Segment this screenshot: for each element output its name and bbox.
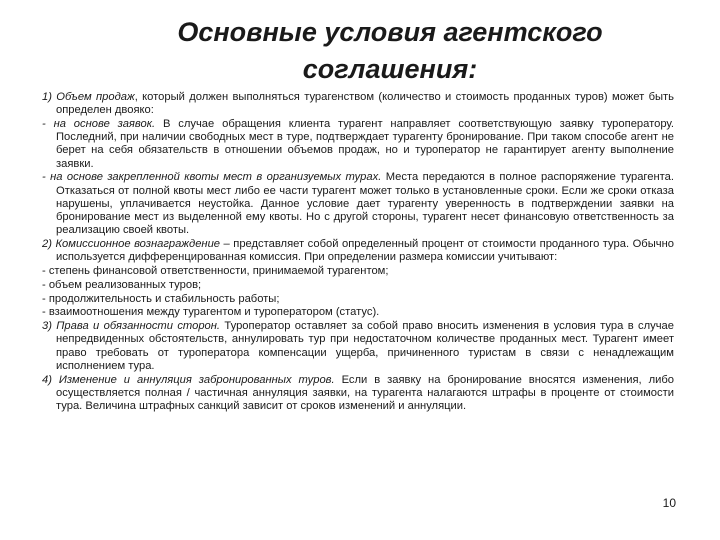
page-number: 10 xyxy=(662,496,676,510)
paragraph-text: - объем реализованных туров; xyxy=(42,278,202,291)
paragraph-requests xyxy=(42,118,674,171)
paragraph-text: В случае обращения клиента турагент направляет соответствующую заявку туроператору. Последний, при наличии свободных мест в туре, подтверждает турагенту бронирование. При таком способе агент не берет на себя обязательств в отношении объемов продаж, но и туроператор не гарантирует агенту выполнение заявки. xyxy=(56,118,675,170)
paragraph-text: – представляет собой определенный процент от стоимости проданного тура. Обычно используется дифференцированная комиссия. При определении размера комиссии учитывают: xyxy=(56,238,674,264)
list-item-relationship-status xyxy=(42,306,674,319)
paragraph-text: Места передаются в полное распоряжение турагента. Отказаться от полной квоты мест либо ее части турагент может только в установленные сроки. Если же сроки отказа нарушены, уплачивается неустойка. Данное условие дает турагенту уверенность в подтверждении заявки на бронирование мест из выделенной ему квоты. Но с другой стороны, турагент несет финансовую ответственность за реализацию своей квоты. xyxy=(56,171,674,237)
title-line-1: Основные условия агентского xyxy=(177,17,603,47)
paragraph-lead: 4) Изменение и аннуляция забронированных туров. xyxy=(42,373,335,386)
paragraph-commission xyxy=(42,238,674,264)
list-item-tours-volume xyxy=(42,279,674,292)
slide-body xyxy=(42,91,674,414)
paragraph-lead: - на основе заявок. xyxy=(42,118,156,130)
paragraph-quota xyxy=(42,171,674,237)
paragraph-text: - продолжительность и стабильность работы; xyxy=(42,292,280,305)
list-item-financial-responsibility xyxy=(42,265,674,278)
paragraph-text: , который должен выполняться турагенством (количество и стоимость проданных туров) может быть определен двояко: xyxy=(56,91,674,117)
paragraph-lead: 1) Объем продаж xyxy=(42,91,135,103)
paragraph-text: Туроператор оставляет за собой право вносить изменения в условия тура в случае непредвиденных обстоятельств, аннулировать тур при недостаточном количестве проданных мест. Турагент имеет право требовать от туроператора компенсации ущерба, причиненного туристам в связи с ненадлежащим исполнением тура. xyxy=(56,320,674,372)
paragraph-lead: 3) Права и обязанности сторон. xyxy=(42,320,221,333)
paragraph-changes-cancellation xyxy=(42,374,674,414)
paragraph-text: - взаимоотношения между турагентом и туроператором (статус). xyxy=(42,306,380,319)
slide-title xyxy=(60,14,720,88)
paragraph-text: Если в заявку на бронирование вносятся изменения, либо осуществляется полная / частичная аннуляция заявки, на турагента налагаются штрафы в проценте от стоимости тура. Величина штрафных санкций зависит от сроков изменений и аннуляции. xyxy=(56,373,674,413)
paragraph-rights-obligations xyxy=(42,320,674,373)
paragraph-lead: - на основе закрепленной квоты мест в организуемых турах. xyxy=(42,171,382,184)
paragraph-sales-volume xyxy=(42,91,674,117)
title-line-2: соглашения: xyxy=(302,54,478,84)
paragraph-text: - степень финансовой ответственности, принимаемой турагентом; xyxy=(42,265,389,278)
list-item-work-duration xyxy=(42,293,674,306)
paragraph-lead: 2) Комиссионное вознаграждение xyxy=(42,238,221,251)
